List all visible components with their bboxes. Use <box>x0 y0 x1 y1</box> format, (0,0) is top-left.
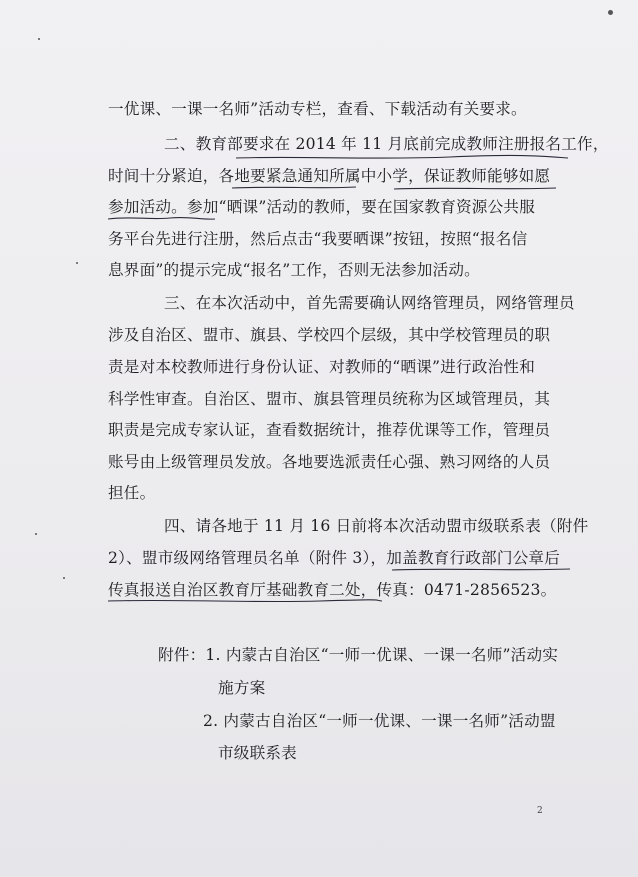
text-line-5: 务平台先进行注册，然后点击“我要晒课”按钮，按照“报名信 <box>108 230 528 248</box>
text-line-14: 四、请各地于 11 月 16 日前将本次活动盟市级联系表（附件 <box>164 517 589 535</box>
text-line-11: 职责是完成专家认证，查看数据统计，推荐优课等工作，管理员 <box>108 421 551 439</box>
text-line-4: 参加活动。参加“晒课”活动的教师，要在国家教育资源公共服 <box>108 198 535 216</box>
scan-speck <box>63 577 65 579</box>
scan-speck <box>38 38 40 40</box>
scan-speck <box>76 262 78 264</box>
scan-speck <box>608 10 613 15</box>
text-line-10: 科学性审查。自治区、盟市、旗县管理员统称为区域管理员，其 <box>108 390 551 408</box>
text-line-12: 账号由上级管理员发放。各地要选派责任心强、熟习网络的人员 <box>108 453 551 471</box>
text-line-7: 三、在本次活动中，首先需要确认网络管理员，网络管理员 <box>164 294 575 312</box>
text-line-2: 二、教育部要求在 2014 年 11 月底前完成教师注册报名工作， <box>164 135 609 153</box>
page-number: 2 <box>537 806 543 816</box>
attachment-line-3: 2. 内蒙古自治区“一师一优课、一课一名师”活动盟 <box>203 712 556 730</box>
text-line-13: 担任。 <box>108 484 156 502</box>
text-line-16: 传真报送自治区教育厅基础教育二处，传真：0471-2856523。 <box>108 581 557 599</box>
text-line-6: 息界面”的提示完成“报名”工作，否则无法参加活动。 <box>108 261 480 279</box>
text-line-8: 涉及自治区、盟市、旗县、学校四个层级，其中学校管理员的职 <box>108 326 551 344</box>
text-line-1: 一优课、一课一名师”活动专栏，查看、下载活动有关要求。 <box>108 100 527 118</box>
text-line-9: 责是对本校教师进行身份认证、对教师的“晒课”进行政治性和 <box>108 358 535 376</box>
attachment-line-4: 市级联系表 <box>218 744 297 762</box>
attachment-line-2: 施方案 <box>218 679 266 697</box>
text-line-3: 时间十分紧迫，各地要紧急通知所属中小学，保证教师能够如愿 <box>108 167 551 185</box>
scan-speck <box>35 533 37 535</box>
attachment-line-1: 附件：1. 内蒙古自治区“一师一优课、一课一名师”活动实 <box>158 646 559 664</box>
text-line-15: 2）、盟市级网络管理员名单（附件 3），加盖教育行政部门公章后 <box>108 549 561 567</box>
